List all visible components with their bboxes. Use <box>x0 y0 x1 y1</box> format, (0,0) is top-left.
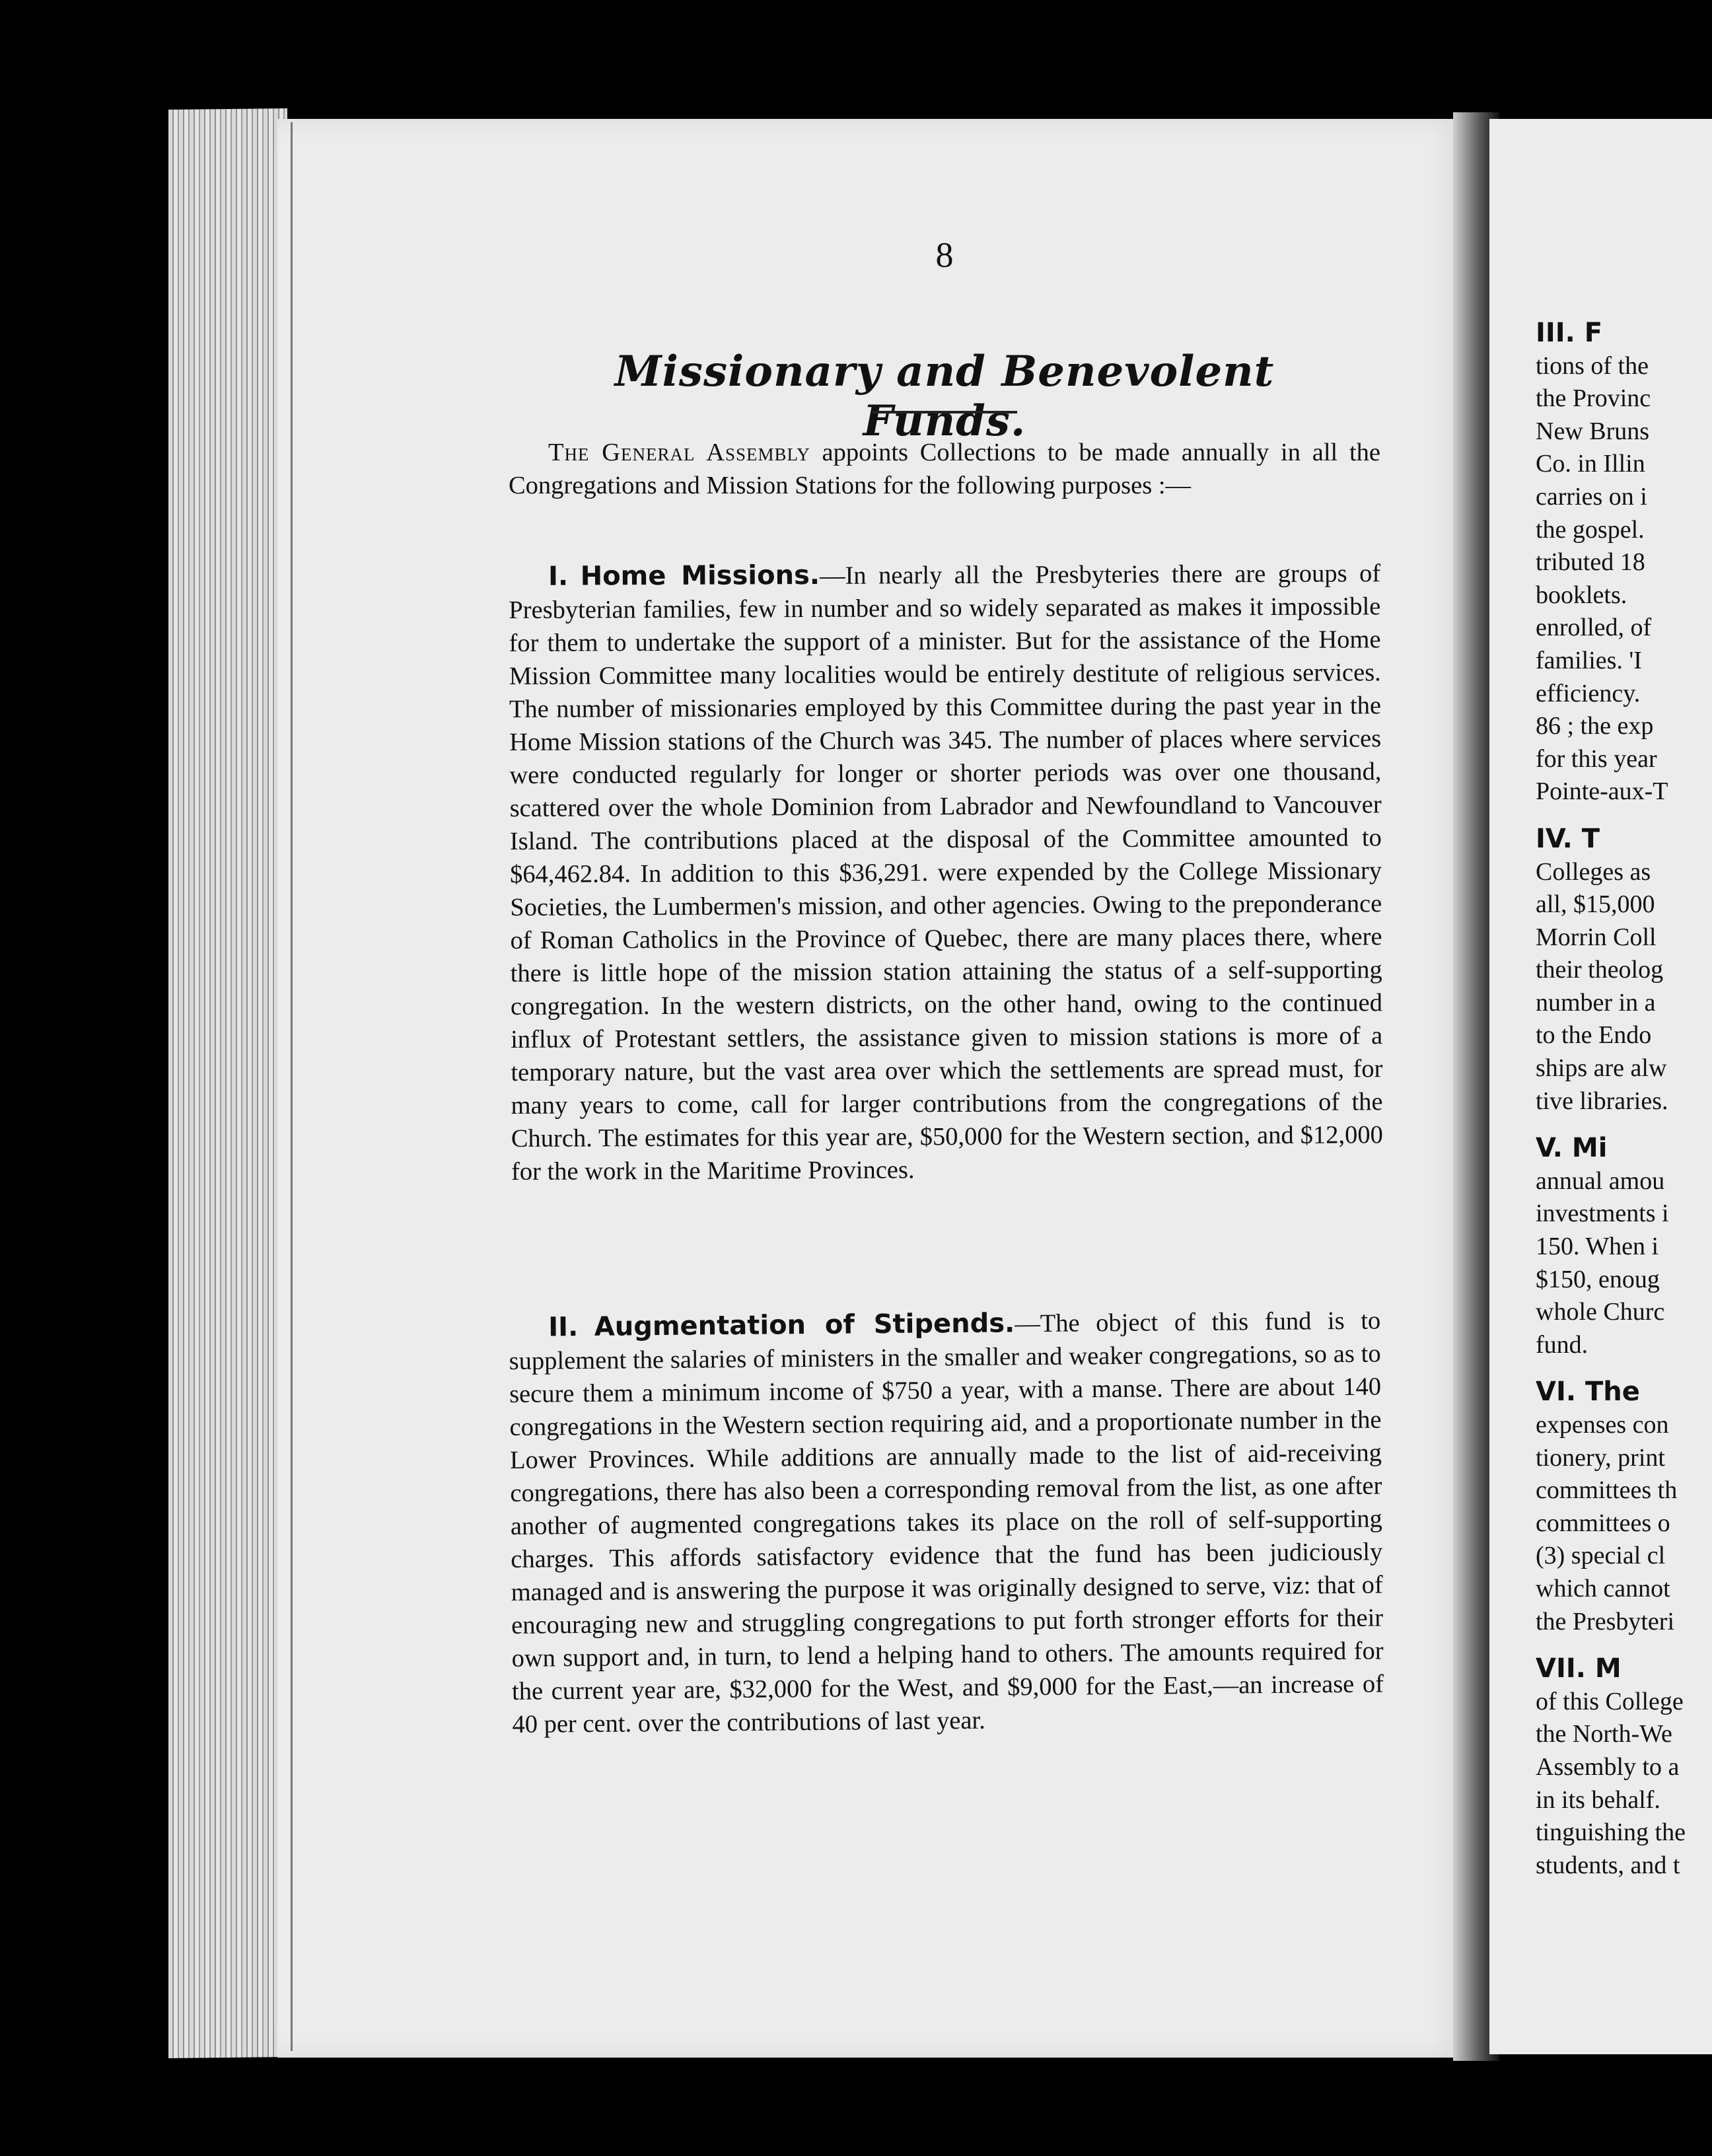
right-page-line: families. 'I <box>1536 646 1642 674</box>
right-page-line: number in a <box>1536 988 1656 1017</box>
right-page-line: the gospel. <box>1536 515 1645 544</box>
right-page-line: the Provinc <box>1536 384 1651 413</box>
section-2-heading: Augmentation of Stipends. <box>594 1308 1015 1342</box>
right-page-line: for this year <box>1536 744 1657 773</box>
right-page-line: (3) special cl <box>1536 1542 1666 1570</box>
right-page-gap <box>1536 1118 1712 1132</box>
right-page-line: students, and t <box>1536 1851 1680 1879</box>
section-home-missions <box>509 556 1383 1188</box>
right-page-line: tionery, print <box>1536 1443 1665 1472</box>
right-page-gap <box>1536 1638 1712 1653</box>
right-page-line: Assembly to a <box>1536 1752 1680 1781</box>
right-page-line: New Bruns <box>1536 417 1650 445</box>
right-page-line: tributed 18 <box>1536 548 1645 577</box>
section-1-heading: Home Missions. <box>580 559 820 592</box>
right-page-gap <box>1536 808 1712 823</box>
page-number: 8 <box>935 235 954 275</box>
right-page-line: annual amou <box>1536 1167 1665 1195</box>
right-page-line: tinguishing the <box>1536 1818 1686 1847</box>
right-page-line: efficiency. <box>1536 679 1641 707</box>
intro-lead: The General Assembly <box>548 439 810 466</box>
right-page-gap <box>1536 1361 1712 1376</box>
right-page-line: tions of the <box>1536 351 1649 380</box>
section-1-numeral: I. <box>548 561 569 592</box>
right-page-line: Colleges as <box>1536 857 1651 886</box>
right-page-line: Pointe-aux-T <box>1536 777 1668 806</box>
right-page-heading: V. Mi <box>1536 1133 1608 1164</box>
intro-text: appoints Collections to be made annually in all the Congregations and Mission Stations for the following purposes :— <box>509 439 1380 499</box>
book-page-edges <box>168 108 287 2058</box>
right-page-line: investments i <box>1536 1200 1669 1228</box>
right-page-line: enrolled, of <box>1536 614 1652 642</box>
right-page-heading: VI. The <box>1536 1377 1640 1408</box>
right-page-line: Morrin Coll <box>1536 923 1657 951</box>
right-page-line: the Presbyteri <box>1536 1607 1675 1635</box>
right-page-line: booklets. <box>1536 581 1627 609</box>
right-page-text <box>1536 317 1712 1955</box>
intro-paragraph <box>509 436 1380 502</box>
right-page-heading: III. F <box>1536 318 1603 348</box>
right-page-line: of this College <box>1536 1687 1684 1715</box>
right-page-line: whole Churc <box>1536 1298 1665 1326</box>
right-page-line: Co. in Illin <box>1536 450 1645 478</box>
section-2-body: —The object of this fund is to supplement the salaries of ministers in the smaller and weaker congregations, so as to secure them a minimum income of $750 a year, with a manse. There are about 140 congregations in the Western section requiring aid, and a proportionate number in the Lower Provinces. While additions are annually made to the list of aid-receiving congregations, there has also been a corresponding removal from the list, as one after another of augmented congregations takes its place on the roll of self-supporting charges. This affords satisfactory evidence that the fund has been judiciously managed and is answering the purpose it was originally designed to serve, viz: that of encouraging new and struggling congregations to put forth stronger efforts for their own support and, in turn, to lend a helping hand to others. The amounts required for the current year are, $32,000 for the West, and $9,000 for the East,—an increase of 40 per cent. over the contributions of last year. <box>509 1307 1384 1739</box>
title-rule <box>872 411 1017 413</box>
right-page-line: ships are alw <box>1536 1054 1667 1083</box>
right-page-heading: VII. M <box>1536 1653 1622 1684</box>
right-page-line: their theolog <box>1536 956 1664 984</box>
section-2-numeral: II. <box>548 1312 579 1343</box>
right-page-line: to the Endo <box>1536 1021 1652 1050</box>
right-page-line: the North-We <box>1536 1720 1672 1748</box>
right-page-heading: IV. T <box>1536 823 1600 854</box>
right-page-line: committees th <box>1536 1476 1678 1505</box>
right-page-line: which cannot <box>1536 1574 1670 1602</box>
right-page-line: 86 ; the exp <box>1536 712 1654 740</box>
right-page-line: 150. When i <box>1536 1233 1659 1261</box>
right-page-line: fund. <box>1536 1330 1588 1359</box>
right-page-line: expenses con <box>1536 1411 1669 1439</box>
page-title: Missionary and Benevolent Funds. <box>614 347 1275 446</box>
right-page-line: in its behalf. <box>1536 1785 1660 1814</box>
right-page-line: all, $15,000 <box>1536 890 1655 919</box>
right-page-line: carries on i <box>1536 482 1647 511</box>
right-page-line: $150, enoug <box>1536 1265 1660 1293</box>
right-page-line: committees o <box>1536 1509 1670 1537</box>
right-page-line: tive libraries. <box>1536 1087 1668 1115</box>
section-1-body: —In nearly all the Presbyteries there are groups of Presbyterian families, few in number and so widely separated as makes it impossible for them to undertake the support of a minister. But for the assistance of the Home Mission Committee many localities would be entirely destitute of religious services. The number of missionaries employed by this Committee during the past year in the Home Mission stations of the Church was 345. The number of places where services were conducted regularly for longer or shorter periods was over one thousand, scattered over the whole Dominion from Labrador and Newfoundland to Vancouver Island. The contributions placed at the disposal of the Committee amounted to $64,462.84. In addition to this $36,291. were expended by the College Missionary Societies, the Lumbermen's mission, and other agencies. Owing to the preponderance of Roman Catholics in the Province of Quebec, there are many places there, where there is little hope of the mission station attaining the status of a self-supporting congregation. In the western districts, on the other hand, owing to the continued influx of Protestant settlers, the assistance given to mission stations is more of a temporary nature, but the vast area over which the settlements are spread must, for many years to come, call for larger contributions from the congregations of the Church. The estimates for this year are, $50,000 for the Western section, and $12,000 for the work in the Maritime Provinces. <box>509 559 1383 1186</box>
section-augmentation <box>509 1303 1384 1741</box>
